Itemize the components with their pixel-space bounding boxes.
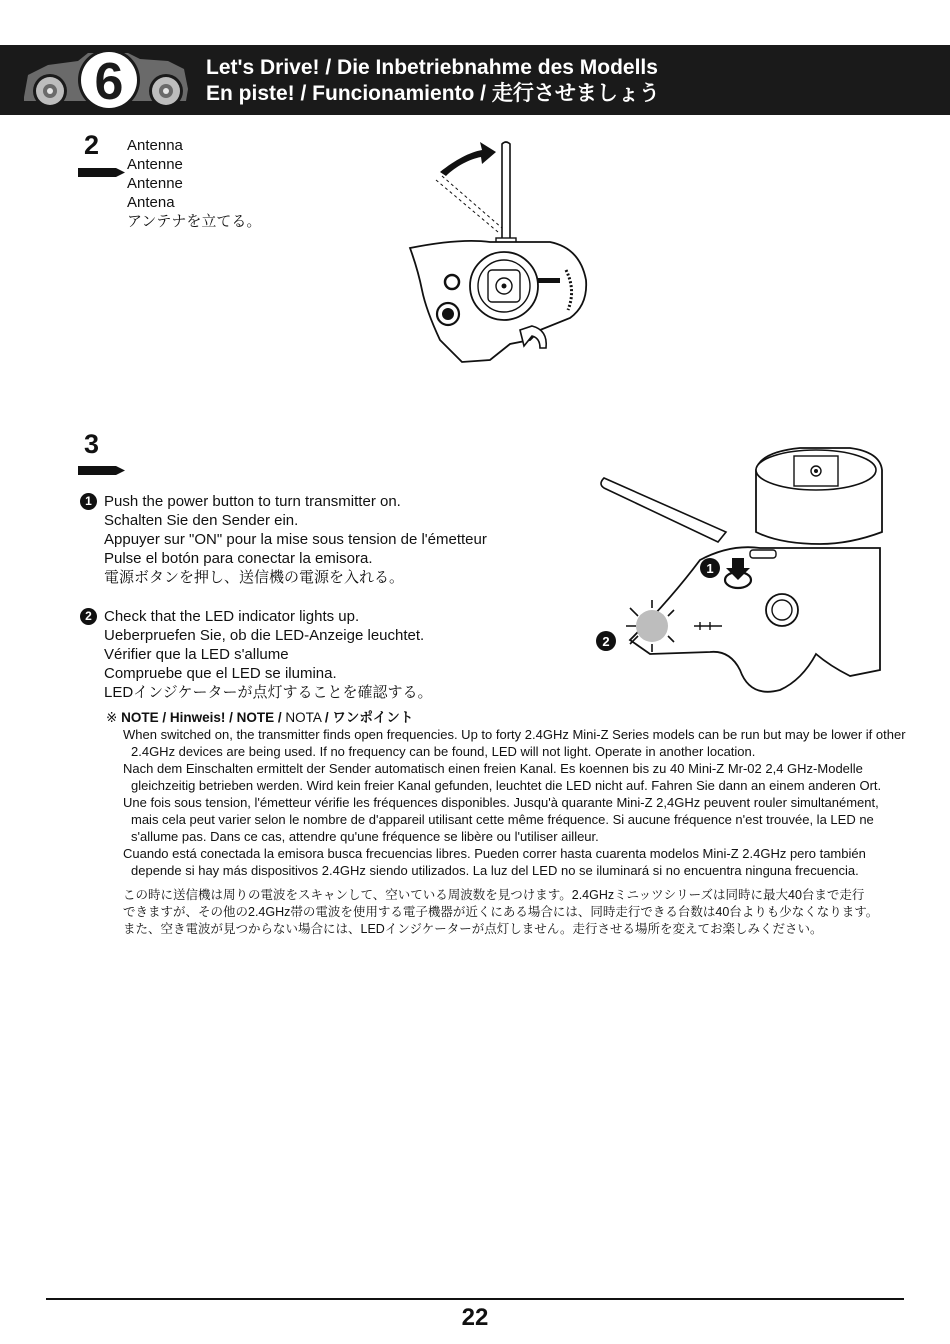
- note-heading-plain: NOTA: [281, 710, 325, 725]
- led-line-jp: LEDインジケーターが点灯することを確認する。: [104, 684, 433, 701]
- section-header: [0, 45, 950, 115]
- step-3-arrow-icon: [78, 466, 116, 475]
- power-line-es: Pulse el botón para conectar la emisora.: [104, 550, 373, 567]
- step-2-arrow-icon: [78, 168, 116, 177]
- figure-marker-1: 1: [706, 561, 714, 576]
- transmitter-power-led-illustration: [590, 440, 890, 710]
- note-heading-bold: NOTE / Hinweis! / NOTE /: [121, 710, 282, 725]
- note-jp-line-2: できますが、その他の2.4GHz帯の電波を使用する電子機器が近くにある場合には、同時走行できる台数は40台よりも少なくなります。: [123, 905, 879, 919]
- step-2-number: 2: [84, 130, 100, 160]
- title-line-1: Let's Drive! / Die Inbetriebnahme des Modells: [206, 56, 658, 79]
- step-3-item-2-text: [104, 607, 433, 702]
- led-line-es: Compruebe que el LED se ilumina.: [104, 665, 337, 682]
- transmitter-antenna-illustration: [400, 130, 600, 370]
- note-jp-line-1: この時に送信機は周りの電波をスキャンして、空いている周波数を見つけます。2.4GHzミニッツシリーズは同時に最大40台まで走行: [123, 888, 865, 902]
- note-paragraph-en: When switched on, the transmitter finds open frequencies. Up to forty 2.4GHz Mini-Z Series models can be run but may be lower if other 2.4GHz devices are being used. If no frequency can be found, LED will not light. Operate in another location.: [123, 727, 906, 759]
- power-line-jp: 電源ボタンを押し、送信機の電源を入れる。: [104, 569, 405, 586]
- antenna-line-de: Antenne: [127, 156, 183, 173]
- raise-arrow-icon: [440, 142, 496, 176]
- page-title: [206, 55, 660, 107]
- note-heading: [106, 709, 906, 726]
- note-jp-line-3: また、空き電波が見つからない場合には、LEDインジケーターが点灯しません。走行させる場所を変えてお楽しみください。: [123, 922, 823, 936]
- antenna-line-fr: Antenne: [127, 175, 183, 192]
- step-3-item-1-marker: 1: [80, 493, 97, 510]
- led-line-en: Check that the LED indicator lights up.: [104, 608, 360, 625]
- footer-rule: [46, 1298, 904, 1300]
- step-3-item-2-marker: 2: [80, 608, 97, 625]
- note-symbol: ※: [106, 710, 118, 725]
- note-paragraph-jp: [123, 887, 906, 938]
- step-3-item-1-text: [104, 492, 487, 587]
- note-heading-jp: / ワンポイント: [324, 710, 414, 725]
- power-line-en: Push the power button to turn transmitter on.: [104, 493, 401, 510]
- car-silhouette-icon: [18, 45, 198, 115]
- antenna-line-es: Antena: [127, 194, 175, 211]
- note-paragraph-es: Cuando está conectada la emisora busca frecuencias libres. Pueden correr hasta cuarenta modelos Mini-Z 2.4GHz pero también depende si hay más dispositivos 2.4GHz siendo utilizados. La luz del LED no se iluminará si no encuentra ninguna frecuencia.: [123, 846, 866, 878]
- note-block: [106, 709, 906, 938]
- power-line-de: Schalten Sie den Sender ein.: [104, 512, 299, 529]
- page-number: 22: [461, 1304, 489, 1331]
- note-paragraph-fr: Une fois sous tension, l'émetteur vérifie les fréquences disponibles. Jusqu'à quarante Mini-Z 2,4GHz peuvent rouler simultanément, mais cela peut varier selon le nombre de d'appareil utilisant cette même fréquence. Si aucune fréquence n'est trouvée, la LED ne s'allume pas. Dans ce cas, attendre qu'une fréquence se libère ou l'utiliser ailleur.: [123, 795, 879, 844]
- antenna-line-en: Antenna: [127, 137, 183, 154]
- step-2-text: [127, 136, 261, 231]
- note-paragraph-de: Nach dem Einschalten ermittelt der Sender automatisch einen freien Kanal. Es koennen bis zu 40 Mini-Z Mr-02 2,4 GHz-Modelle gleichzeitig betrieben werden. Wird kein freier Kanal gefunden, leuchtet die LED nicht auf. Fahren Sie dann an einem anderen Ort.: [123, 761, 882, 793]
- section-number: 6: [94, 53, 124, 111]
- step-3-number: 3: [84, 429, 100, 459]
- antenna-line-jp: アンテナを立てる。: [127, 213, 262, 230]
- led-line-fr: Vérifier que la LED s'allume: [104, 646, 289, 663]
- figure-marker-2: 2: [602, 634, 610, 649]
- title-line-2: En piste! / Funcionamiento / 走行させましょう: [206, 82, 660, 105]
- power-line-fr: Appuyer sur "ON" pour la mise sous tension de l'émetteur: [104, 531, 487, 548]
- led-line-de: Ueberpruefen Sie, ob die LED-Anzeige leuchtet.: [104, 627, 425, 644]
